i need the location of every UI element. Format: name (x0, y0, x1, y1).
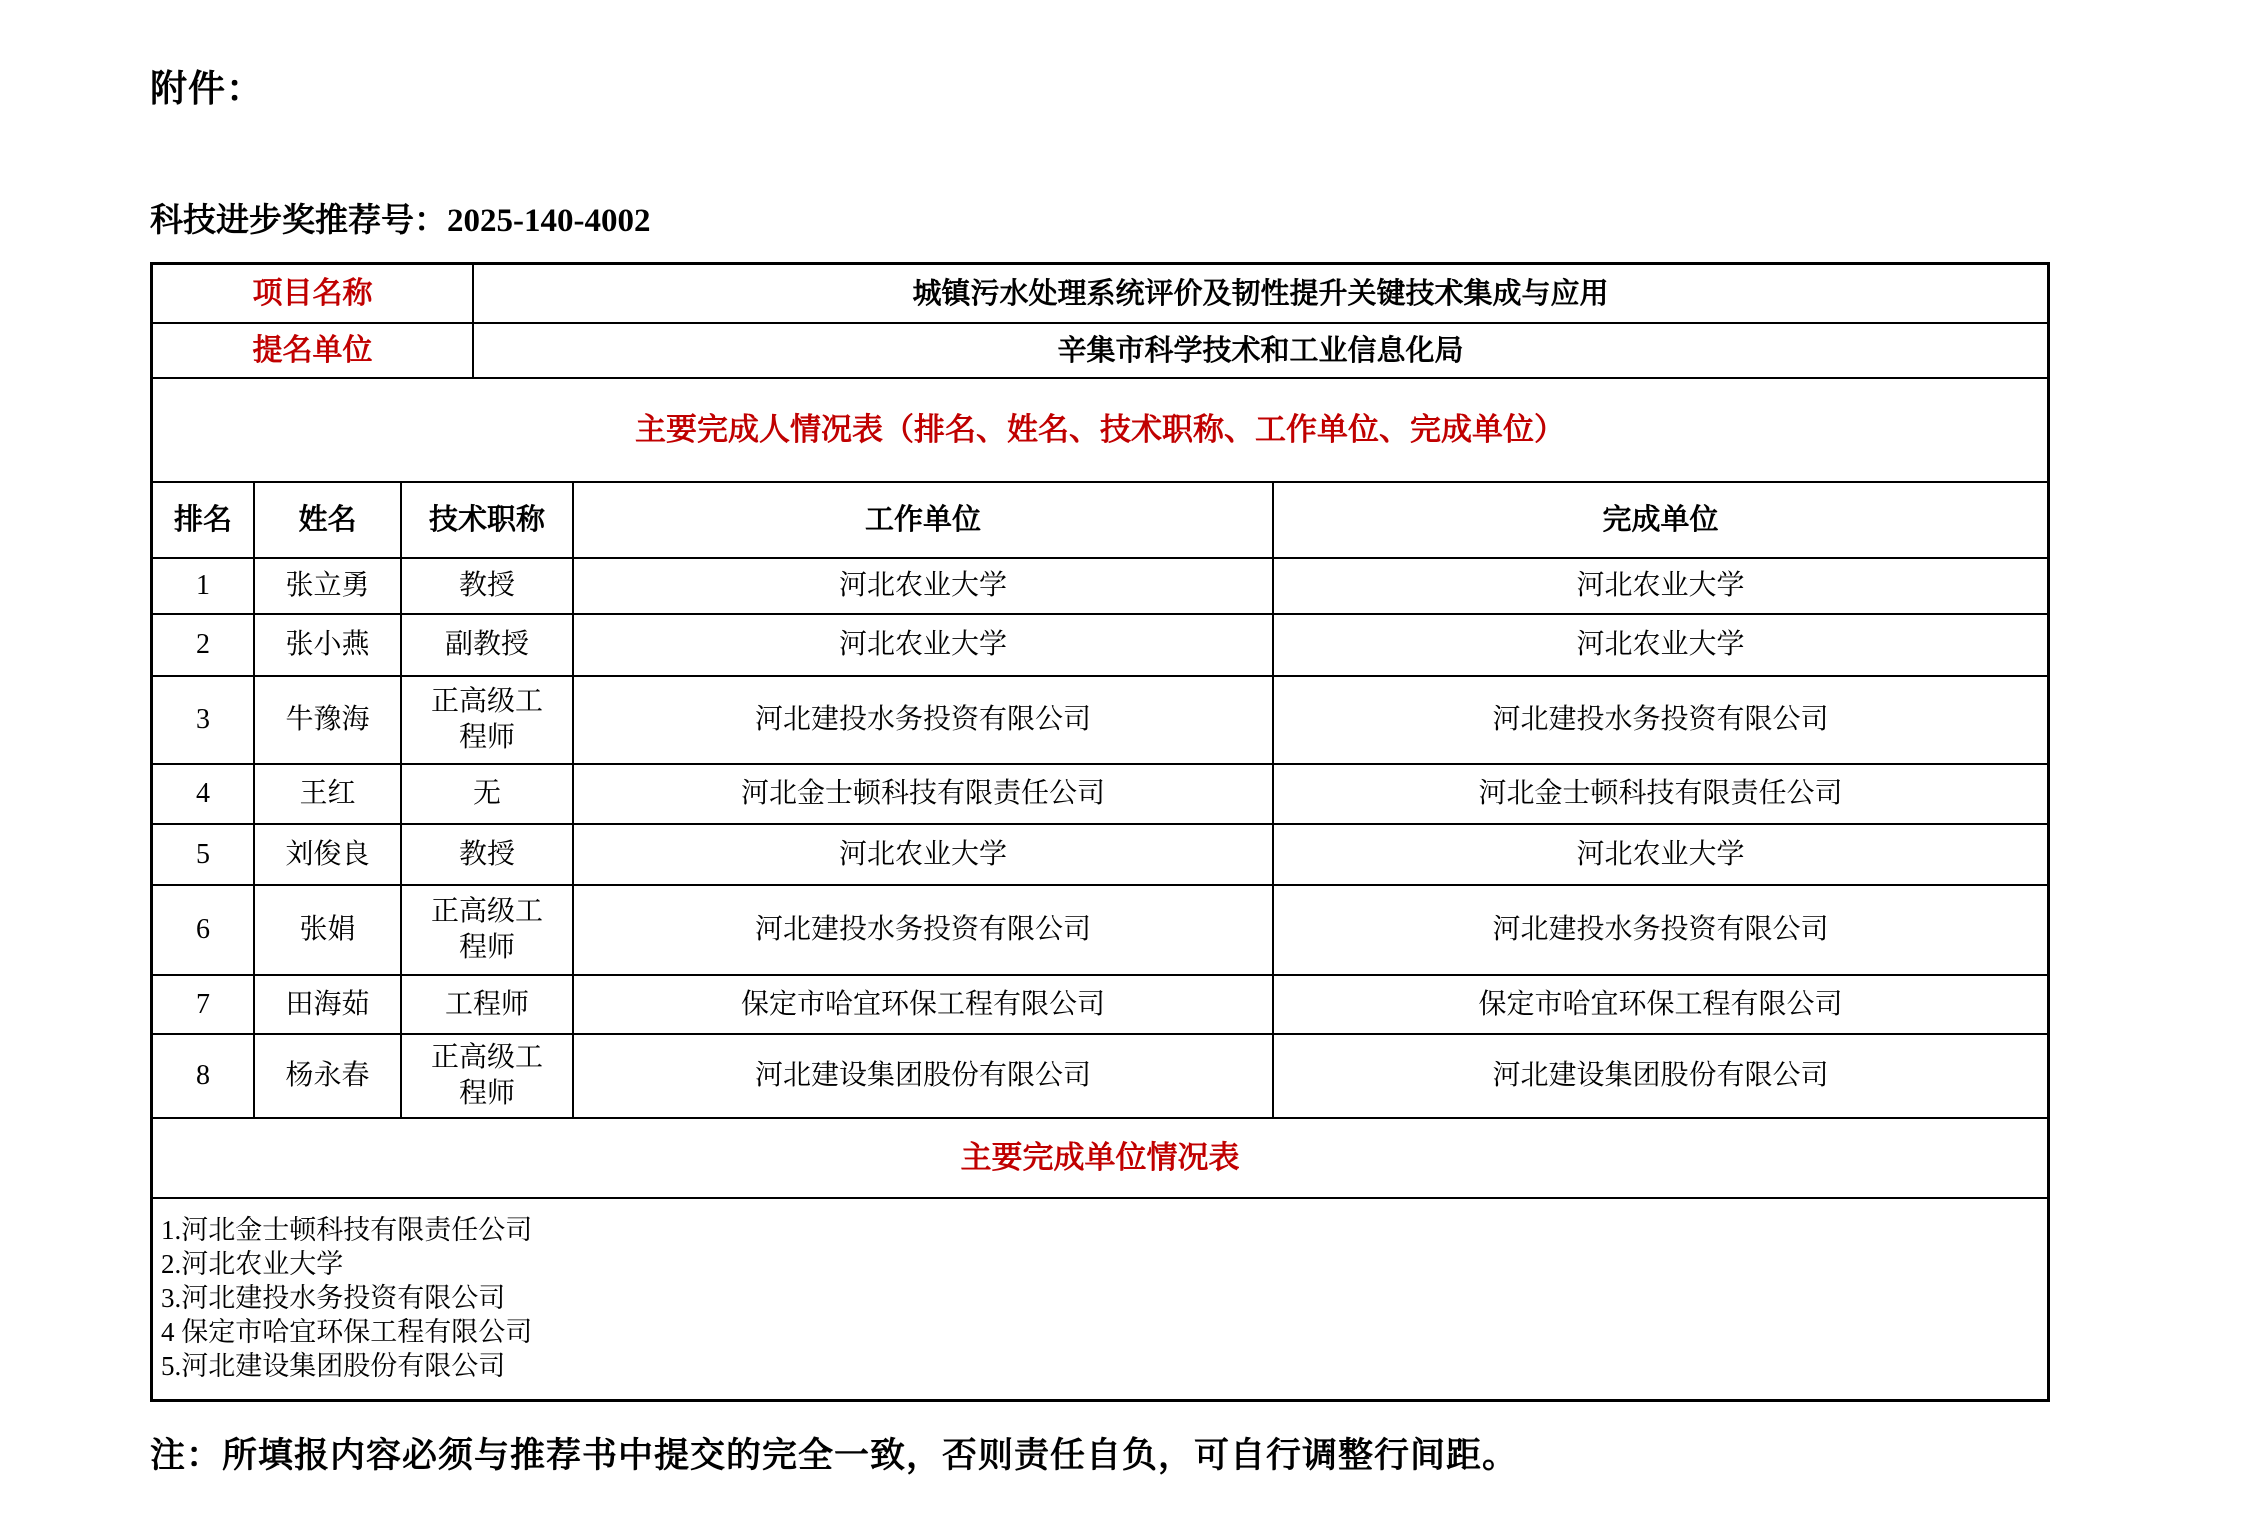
completer-row (153, 823, 2047, 884)
project-name-value: 城镇污水处理系统评价及韧性提升关键技术集成与应用 (472, 265, 2047, 322)
completer-completion-unit: 河北金士顿科技有限责任公司 (1272, 765, 2047, 823)
completer-job-title: 正高级工程师 (400, 886, 572, 974)
completer-work-unit: 保定市哈宜环保工程有限公司 (572, 976, 1272, 1033)
completer-name: 张小燕 (253, 615, 400, 675)
completer-work-unit: 河北建设集团股份有限公司 (572, 1035, 1272, 1117)
completer-row (153, 557, 2047, 613)
completer-work-unit: 河北农业大学 (572, 615, 1272, 675)
nominator-value: 辛集市科学技术和工业信息化局 (472, 324, 2047, 377)
completer-completion-unit: 河北建投水务投资有限公司 (1272, 677, 2047, 763)
completer-row (153, 884, 2047, 974)
completer-work-unit: 河北金士顿科技有限责任公司 (572, 765, 1272, 823)
completer-completion-unit: 保定市哈宜环保工程有限公司 (1272, 976, 2047, 1033)
completer-name: 牛豫海 (253, 677, 400, 763)
completer-work-unit: 河北建投水务投资有限公司 (572, 677, 1272, 763)
column-header-name: 姓名 (253, 483, 400, 557)
completer-name: 张娟 (253, 886, 400, 974)
units-table-title: 主要完成单位情况表 (960, 1140, 1240, 1175)
award-table (150, 262, 2050, 1402)
completer-rank: 7 (196, 988, 210, 1020)
completer-job-title: 工程师 (400, 976, 572, 1033)
completer-name: 王红 (253, 765, 400, 823)
project-name-row (153, 265, 2047, 322)
completer-row (153, 675, 2047, 763)
unit-item: 1.河北金士顿科技有限责任公司 (161, 1215, 533, 1245)
unit-item: 2.河北农业大学 (161, 1249, 344, 1279)
completer-name: 张立勇 (253, 559, 400, 613)
completer-name: 田海茹 (253, 976, 400, 1033)
completer-job-title: 教授 (400, 825, 572, 884)
completers-header-row (153, 481, 2047, 557)
column-header-job-title: 技术职称 (400, 483, 572, 557)
completer-rank: 4 (196, 778, 210, 809)
completer-rank: 8 (196, 1060, 210, 1091)
completer-rank: 6 (196, 914, 210, 945)
nominator-row (153, 322, 2047, 377)
units-title-row (153, 1117, 2047, 1197)
recommendation-line (150, 194, 2245, 241)
attachment-label: 附件： (150, 68, 264, 109)
nominator-label: 提名单位 (252, 333, 373, 367)
column-header-rank: 排名 (173, 504, 232, 536)
column-header-work-unit: 工作单位 (572, 483, 1272, 557)
unit-item: 5.河北建设集团股份有限公司 (161, 1351, 506, 1381)
completer-rank: 2 (196, 629, 210, 660)
completer-name: 刘俊良 (253, 825, 400, 884)
completer-row (153, 613, 2047, 675)
completer-job-title: 副教授 (400, 615, 572, 675)
completer-job-title: 正高级工程师 (400, 1035, 572, 1117)
completer-name: 杨永春 (253, 1035, 400, 1117)
column-header-completion-unit: 完成单位 (1272, 483, 2047, 557)
recommendation-number: 2025-140-4002 (447, 203, 651, 239)
completer-work-unit: 河北农业大学 (572, 825, 1272, 884)
completer-row (153, 1033, 2047, 1117)
completer-completion-unit: 河北建投水务投资有限公司 (1272, 886, 2047, 974)
footer-note: 注：所填报内容必须与推荐书中提交的完全一致，否则责任自负，可自行调整行间距。 (150, 1436, 1519, 1475)
completer-completion-unit: 河北农业大学 (1272, 825, 2047, 884)
completer-completion-unit: 河北农业大学 (1272, 615, 2047, 675)
completers-table-title: 主要完成人情况表（排名、姓名、技术职称、工作单位、完成单位） (635, 412, 1565, 447)
recommendation-label: 科技进步奖推荐号： (150, 203, 447, 239)
completer-row (153, 763, 2047, 823)
completer-rank: 5 (196, 838, 210, 870)
project-name-label: 项目名称 (252, 276, 373, 310)
completer-completion-unit: 河北农业大学 (1272, 559, 2047, 613)
completer-rank: 1 (196, 570, 210, 601)
completer-job-title: 教授 (400, 559, 572, 613)
units-list-row (153, 1197, 2047, 1399)
completer-row (153, 974, 2047, 1033)
completer-work-unit: 河北建投水务投资有限公司 (572, 886, 1272, 974)
completer-work-unit: 河北农业大学 (572, 559, 1272, 613)
completer-completion-unit: 河北建设集团股份有限公司 (1272, 1035, 2047, 1117)
unit-item: 3.河北建投水务投资有限公司 (161, 1283, 506, 1313)
completer-rank: 3 (196, 704, 210, 735)
units-list (153, 1199, 2047, 1399)
completer-job-title: 正高级工程师 (400, 677, 572, 763)
completer-job-title: 无 (400, 765, 572, 823)
unit-item: 4 保定市哈宜环保工程有限公司 (161, 1317, 533, 1347)
completers-title-row (153, 377, 2047, 481)
